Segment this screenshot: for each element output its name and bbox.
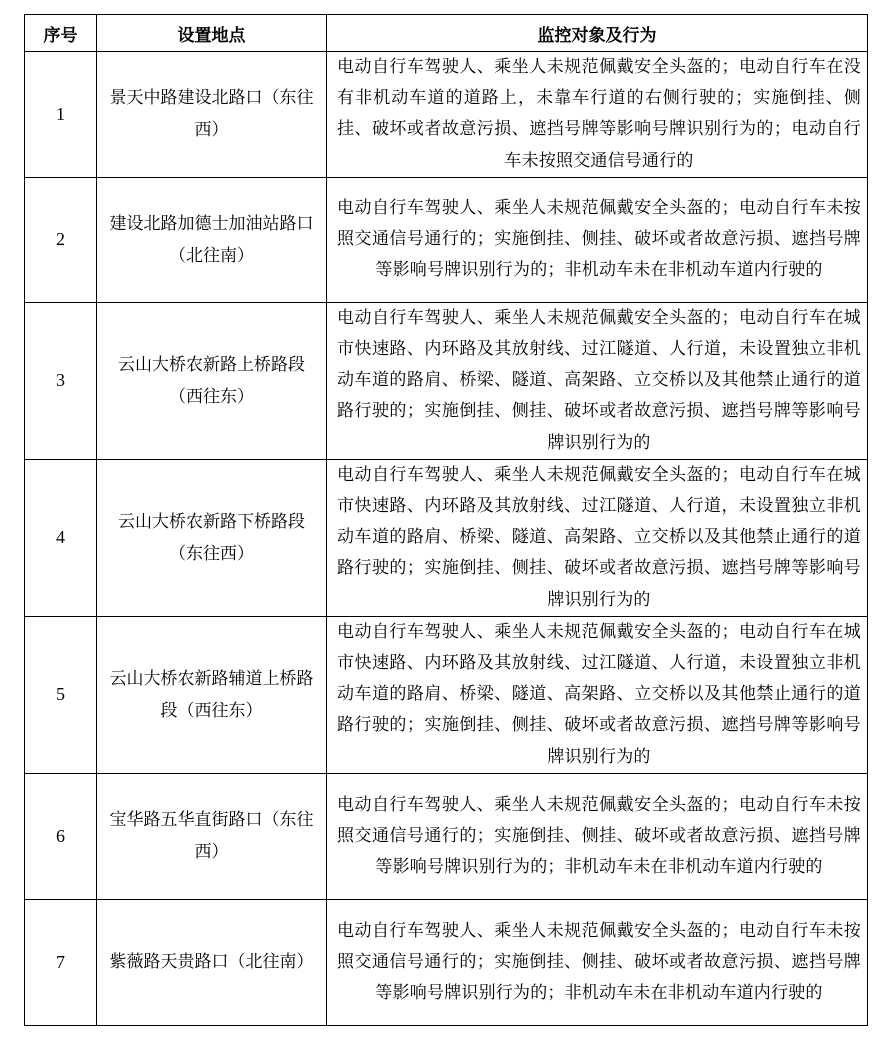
header-row: [25, 15, 868, 52]
row-index: 5: [25, 616, 97, 773]
row-index: 7: [25, 899, 97, 1025]
table-row: [25, 302, 868, 459]
monitoring-table-container: [24, 14, 867, 1026]
row-behavior: 电动自行车驾驶人、乘坐人未规范佩戴安全头盔的；电动自行车在城市快速路、内环路及其放射线、过江隧道、人行道，未设置独立非机动车道的路肩、桥梁、隧道、高架路、立交桥以及其他禁止通行的道路行驶的；实施倒挂、侧挂、破坏或者故意污损、遮挡号牌等影响号牌识别行为的: [327, 459, 868, 616]
row-location: 云山大桥农新路上桥路段（西往东）: [97, 302, 327, 459]
row-index: 3: [25, 302, 97, 459]
row-index: 6: [25, 773, 97, 899]
row-location: 宝华路五华直街路口（东往西）: [97, 773, 327, 899]
row-location: 紫薇路天贵路口（北往南）: [97, 899, 327, 1025]
row-location: 云山大桥农新路下桥路段（东往西）: [97, 459, 327, 616]
header-index: 序号: [25, 15, 97, 52]
table-body: [25, 52, 868, 1026]
monitoring-table: [24, 14, 868, 1026]
row-behavior: 电动自行车驾驶人、乘坐人未规范佩戴安全头盔的；电动自行车在城市快速路、内环路及其放射线、过江隧道、人行道，未设置独立非机动车道的路肩、桥梁、隧道、高架路、立交桥以及其他禁止通行的道路行驶的；实施倒挂、侧挂、破坏或者故意污损、遮挡号牌等影响号牌识别行为的: [327, 616, 868, 773]
row-index: 4: [25, 459, 97, 616]
header-behavior: 监控对象及行为: [327, 15, 868, 52]
header-location: 设置地点: [97, 15, 327, 52]
row-behavior: 电动自行车驾驶人、乘坐人未规范佩戴安全头盔的；电动自行车未按照交通信号通行的；实施倒挂、侧挂、破坏或者故意污损、遮挡号牌等影响号牌识别行为的；非机动车未在非机动车道内行驶的: [327, 899, 868, 1025]
table-header: [25, 15, 868, 52]
table-row: [25, 616, 868, 773]
row-location: 建设北路加德士加油站路口（北往南）: [97, 177, 327, 302]
table-row: [25, 899, 868, 1025]
row-behavior: 电动自行车驾驶人、乘坐人未规范佩戴安全头盔的；电动自行车未按照交通信号通行的；实施倒挂、侧挂、破坏或者故意污损、遮挡号牌等影响号牌识别行为的；非机动车未在非机动车道内行驶的: [327, 177, 868, 302]
table-row: [25, 773, 868, 899]
table-row: [25, 177, 868, 302]
row-behavior: 电动自行车驾驶人、乘坐人未规范佩戴安全头盔的；电动自行车在没有非机动车道的道路上，未靠车行道的右侧行驶的；实施倒挂、侧挂、破坏或者故意污损、遮挡号牌等影响号牌识别行为的；电动自行车未按照交通信号通行的: [327, 52, 868, 178]
table-row: [25, 52, 868, 178]
row-location: 景天中路建设北路口（东往西）: [97, 52, 327, 178]
row-behavior: 电动自行车驾驶人、乘坐人未规范佩戴安全头盔的；电动自行车在城市快速路、内环路及其放射线、过江隧道、人行道，未设置独立非机动车道的路肩、桥梁、隧道、高架路、立交桥以及其他禁止通行的道路行驶的；实施倒挂、侧挂、破坏或者故意污损、遮挡号牌等影响号牌识别行为的: [327, 302, 868, 459]
row-location: 云山大桥农新路辅道上桥路段（西往东）: [97, 616, 327, 773]
table-row: [25, 459, 868, 616]
row-behavior: 电动自行车驾驶人、乘坐人未规范佩戴安全头盔的；电动自行车未按照交通信号通行的；实施倒挂、侧挂、破坏或者故意污损、遮挡号牌等影响号牌识别行为的；非机动车未在非机动车道内行驶的: [327, 773, 868, 899]
row-index: 2: [25, 177, 97, 302]
row-index: 1: [25, 52, 97, 178]
